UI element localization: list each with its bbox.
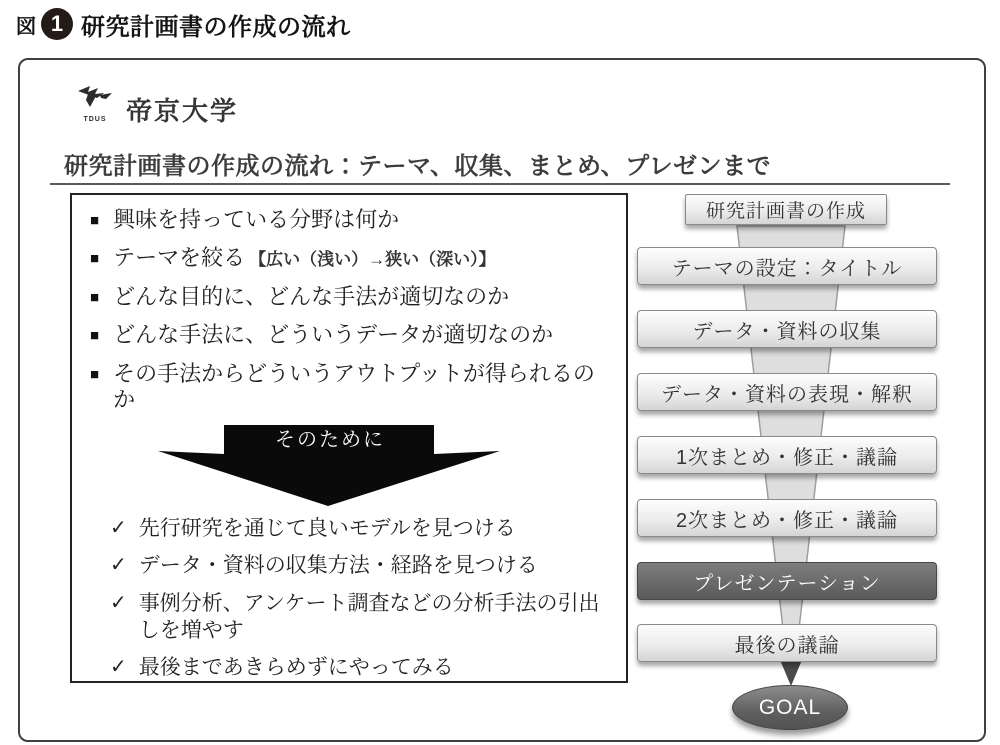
bullet-square-icon: ■ xyxy=(90,212,100,229)
university-logo xyxy=(74,85,238,128)
list-item xyxy=(110,515,615,542)
bullet-text: どんな目的に、どんな手法が適切なのか xyxy=(113,283,510,309)
check-icon: ✓ xyxy=(110,517,127,539)
list-item xyxy=(90,207,616,233)
university-logo-icon xyxy=(74,85,116,123)
slide-title: 研究計画書の作成の流れ：テーマ、収集、まとめ、プレゼンまで xyxy=(64,153,772,180)
figure-title: 研究計画書の作成の流れ xyxy=(81,13,351,41)
list-item xyxy=(90,245,616,271)
figure-caption xyxy=(16,6,351,42)
flow-step-summary2: 2次まとめ・修正・議論 xyxy=(637,499,937,537)
flow-step-theme: テーマの設定：タイトル xyxy=(637,247,937,285)
flow-step-summary1: 1次まとめ・修正・議論 xyxy=(637,436,937,474)
check-list xyxy=(110,515,615,691)
check-text: 最後まであきらめずにやってみる xyxy=(138,656,454,680)
bullet-text: その手法からどういうアウトプットが得られるのか xyxy=(113,360,595,412)
bullet-square-icon: ■ xyxy=(90,365,100,383)
check-text: 事例分析、アンケート調査などの分析手法の引出しを増やす xyxy=(138,591,600,642)
list-item xyxy=(90,361,616,414)
flow-step-interpret: データ・資料の表現・解釈 xyxy=(637,373,937,411)
bullet-square-icon: ■ xyxy=(90,288,100,306)
check-icon: ✓ xyxy=(110,656,127,679)
bullet-note: 【広い（浅い）→狭い（深い）】 xyxy=(249,250,496,270)
funnel-arrowhead-icon xyxy=(780,660,802,686)
flow-header-box: 研究計画書の作成 xyxy=(685,194,887,225)
check-icon: ✓ xyxy=(110,554,127,577)
bullet-list xyxy=(72,207,626,413)
bullet-text: どんな手法に、どういうデータが適切なのか xyxy=(113,322,554,348)
figure-number-badge: 1 xyxy=(41,8,73,40)
list-item xyxy=(110,590,615,645)
bullet-text: 興味を持っている分野は何か xyxy=(113,207,400,232)
check-icon: ✓ xyxy=(110,591,127,614)
bullet-square-icon: ■ xyxy=(90,327,100,345)
question-box xyxy=(70,193,628,683)
list-item xyxy=(110,654,615,681)
flow-step-final-discussion: 最後の議論 xyxy=(637,624,937,662)
list-item xyxy=(90,284,616,310)
list-item xyxy=(110,552,615,579)
bullet-text: テーマを絞る 【広い（浅い）→狭い（深い）】 xyxy=(113,245,496,271)
figure-label: 図 xyxy=(16,15,36,38)
flow-step-collect: データ・資料の収集 xyxy=(637,310,937,348)
arrow-label: そのために xyxy=(275,429,385,451)
list-item xyxy=(90,322,616,348)
flow-step-presentation: プレゼンテーション xyxy=(637,562,937,600)
title-divider xyxy=(50,183,950,185)
check-text: データ・資料の収集方法・経路を見つける xyxy=(138,554,538,578)
slide-panel xyxy=(18,58,986,742)
check-text: 先行研究を通じて良いモデルを見つける xyxy=(138,517,516,540)
logo-subtext: TDUS xyxy=(83,116,107,123)
bullet-square-icon: ■ xyxy=(90,250,100,268)
university-name: 帝京大学 xyxy=(126,96,239,126)
goal-badge: GOAL xyxy=(732,685,848,730)
